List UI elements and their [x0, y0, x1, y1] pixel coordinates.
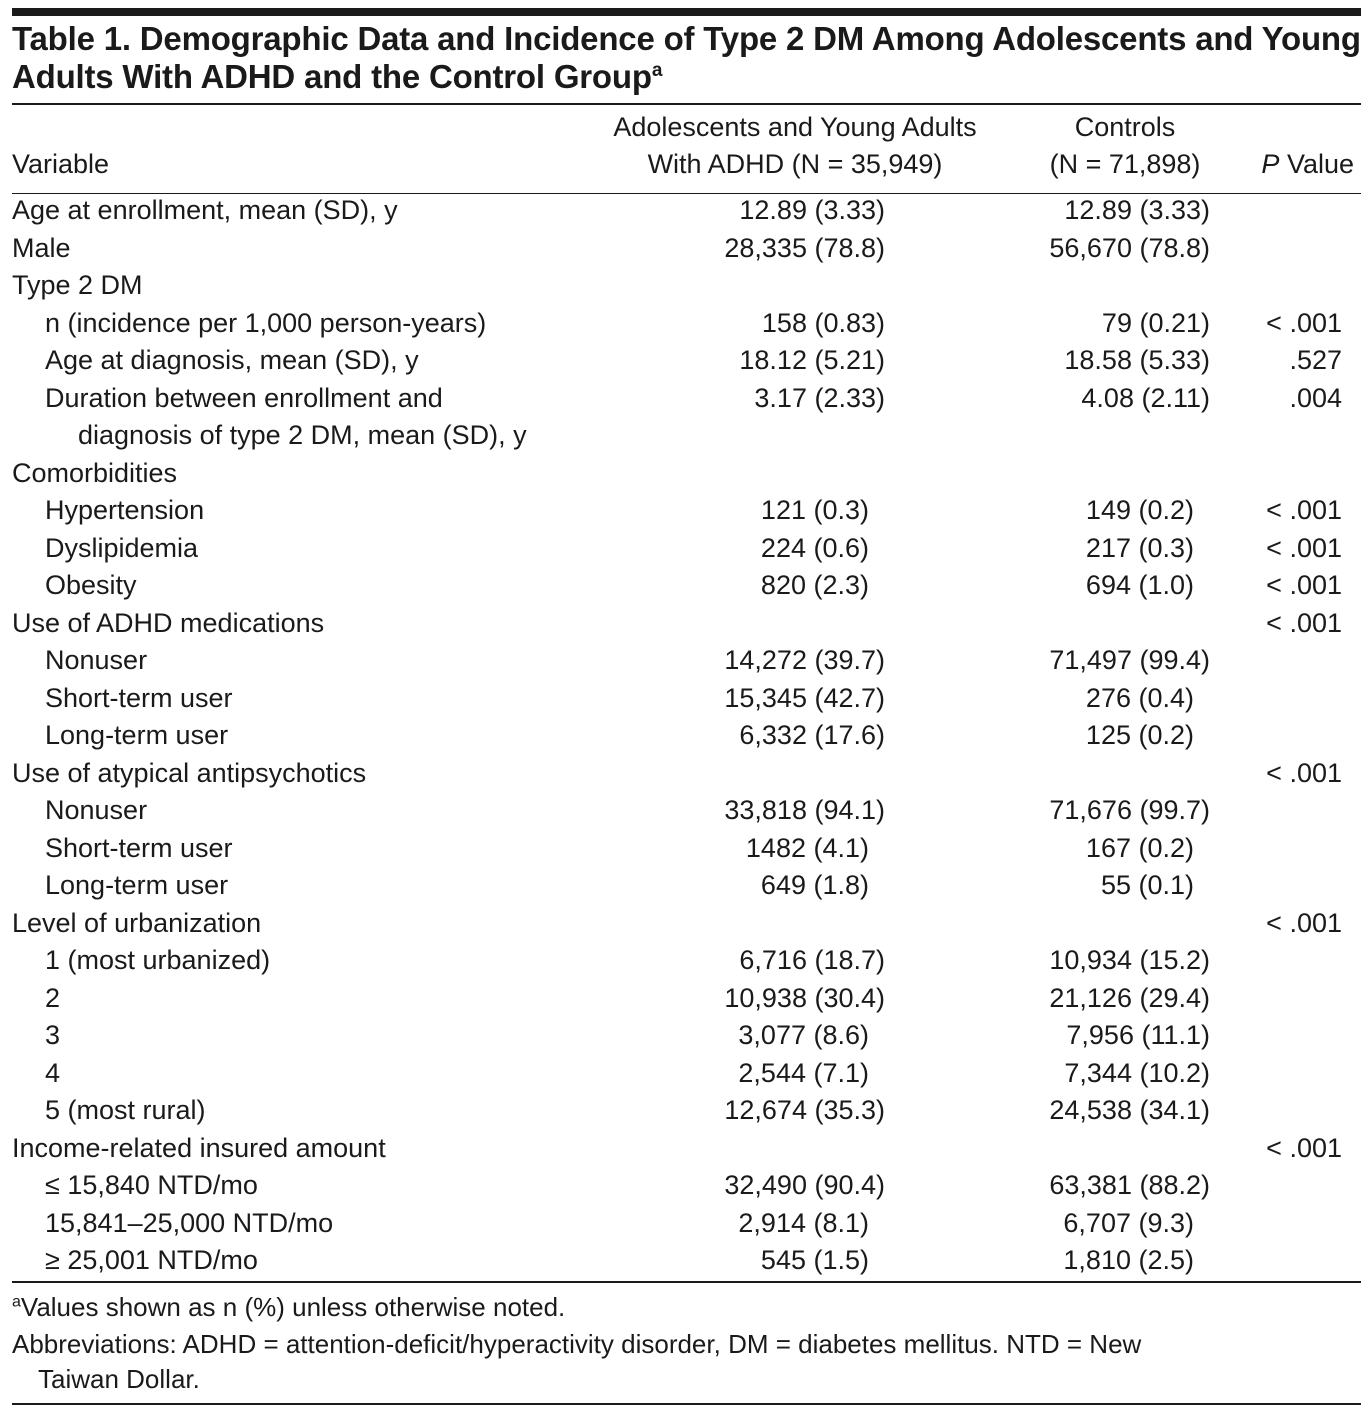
table-row — [12, 942, 1361, 980]
adhd-value: 2,914 (8.1) — [738, 1207, 869, 1238]
adhd-value: 121 (0.3) — [760, 495, 869, 525]
adhd-value: 3,077 (8.6) — [738, 1020, 869, 1050]
controls-value: 217 (0.3) — [1085, 532, 1194, 563]
p-value: < .001 — [1266, 1132, 1342, 1163]
footnote-a-mark: a — [12, 1293, 21, 1311]
section-label: Income-related insured amount — [12, 1132, 386, 1163]
controls-value: 55 (0.1) — [1100, 870, 1194, 900]
table-title-text: Table 1. Demographic Data and Incidence of Type 2 DM Among Adolescents and Young Adults With ADHD and the Control Group — [12, 20, 1361, 95]
controls-value: 12.89 (3.33) — [1064, 195, 1210, 225]
table-row — [12, 1092, 1361, 1130]
row-label-line2: diagnosis of type 2 DM, mean (SD), y — [78, 420, 527, 450]
adhd-value: 2,544 (7.1) — [738, 1057, 869, 1088]
table-title — [12, 20, 1361, 96]
adhd-value: 6,332 (17.6) — [739, 720, 885, 750]
row-label: Short-term user — [45, 832, 233, 863]
table-row-section — [12, 755, 1361, 793]
adhd-value: 224 (0.6) — [760, 532, 869, 563]
row-label: 2 — [45, 982, 61, 1013]
section-label: Use of atypical antipsychotics — [12, 757, 367, 788]
controls-value: 10,934 (15.2) — [1049, 945, 1210, 975]
row-label: 4 — [45, 1057, 61, 1088]
adhd-value: 28,335 (78.8) — [724, 232, 885, 263]
table-row — [12, 567, 1361, 605]
controls-value: 7,344 (10.2) — [1064, 1057, 1210, 1088]
table-row — [12, 380, 1361, 455]
p-value: < .001 — [1266, 570, 1342, 600]
header-controls — [1030, 109, 1220, 183]
table-row — [12, 1167, 1361, 1205]
footnote-a — [12, 1290, 1352, 1325]
controls-value: 276 (0.4) — [1085, 682, 1194, 713]
row-label: Long-term user — [45, 870, 229, 900]
controls-value: 18.58 (5.33) — [1064, 345, 1210, 375]
table-row — [12, 1205, 1361, 1243]
p-value: < .001 — [1266, 907, 1342, 938]
footnote-a-text: Values shown as n (%) unless otherwise noted. — [20, 1292, 566, 1322]
controls-value: 694 (1.0) — [1085, 570, 1194, 600]
adhd-value: 12.89 (3.33) — [739, 195, 885, 225]
row-label: n (incidence per 1,000 person-years) — [45, 307, 487, 338]
adhd-value: 649 (1.8) — [760, 870, 869, 900]
header-adhd-group — [560, 109, 1030, 183]
adhd-value: 33,818 (94.1) — [724, 795, 885, 825]
table-row — [12, 342, 1361, 380]
adhd-value: 18.12 (5.21) — [739, 345, 885, 375]
row-label: Short-term user — [45, 682, 233, 713]
footer-bottom-rule — [12, 1403, 1361, 1405]
adhd-value: 1482 (4.1) — [745, 832, 869, 863]
controls-value: 1,810 (2.5) — [1063, 1245, 1194, 1275]
top-rule — [12, 8, 1361, 16]
table-row — [12, 792, 1361, 830]
row-label-line1: Duration between enrollment and — [45, 382, 443, 413]
table-row — [12, 980, 1361, 1018]
controls-value: 63,381 (88.2) — [1049, 1170, 1210, 1200]
table-row — [12, 492, 1361, 530]
p-value: .004 — [1289, 382, 1342, 413]
section-label: Type 2 DM — [12, 270, 143, 300]
abbreviations-line1: Abbreviations: ADHD = attention-deficit/hyperactivity disorder, DM = diabetes mellitus. NTD = New — [12, 1329, 1142, 1359]
controls-value: 4.08 (2.11) — [1081, 382, 1210, 413]
row-label: Nonuser — [45, 795, 148, 825]
table-row — [12, 642, 1361, 680]
controls-value: 79 (0.21) — [1101, 307, 1210, 338]
adhd-value: 12,674 (35.3) — [724, 1095, 885, 1125]
controls-value: 24,538 (34.1) — [1049, 1095, 1210, 1125]
adhd-value: 158 (0.83) — [761, 307, 885, 338]
controls-value: 71,497 (99.4) — [1049, 645, 1210, 675]
p-value: < .001 — [1266, 757, 1342, 788]
header-adhd-line2: With ADHD (N = 35,949) — [647, 149, 943, 179]
adhd-value: 32,490 (90.4) — [724, 1170, 885, 1200]
header-controls-line1: Controls — [1074, 112, 1176, 142]
table-row — [12, 830, 1361, 868]
header-p-value — [1261, 146, 1354, 183]
abbreviations-line2: Taiwan Dollar. — [38, 1364, 200, 1394]
table-row-section — [12, 905, 1361, 943]
row-label: Age at diagnosis, mean (SD), y — [45, 345, 419, 375]
table-row — [12, 717, 1361, 755]
row-label: Nonuser — [45, 645, 148, 675]
header-variable: Variable — [12, 149, 110, 179]
p-value: < .001 — [1266, 607, 1342, 638]
table-row — [12, 192, 1361, 230]
controls-value: 56,670 (78.8) — [1049, 232, 1210, 263]
header-p-rest: Value — [1279, 149, 1354, 179]
controls-value: 125 (0.2) — [1085, 720, 1194, 750]
table-row-section — [12, 455, 1361, 493]
p-value: .527 — [1289, 345, 1342, 375]
table-bottom-rule — [12, 1281, 1361, 1283]
row-label: Hypertension — [45, 495, 205, 525]
adhd-value: 3.17 (2.33) — [754, 382, 885, 413]
controls-value: 7,956 (11.1) — [1066, 1020, 1210, 1050]
row-label: Male — [12, 232, 71, 263]
controls-value: 6,707 (9.3) — [1063, 1207, 1194, 1238]
row-label: Dyslipidemia — [45, 532, 199, 563]
table-row-section — [12, 605, 1361, 643]
p-value: < .001 — [1266, 495, 1342, 525]
row-label: 3 — [45, 1020, 61, 1050]
row-label: Long-term user — [45, 720, 229, 750]
controls-value: 71,676 (99.7) — [1049, 795, 1210, 825]
table-row-section — [12, 267, 1361, 305]
table-row — [12, 1055, 1361, 1093]
row-label: 1 (most urbanized) — [45, 945, 271, 975]
table-row — [12, 1017, 1361, 1055]
table-body — [12, 192, 1361, 1280]
p-value: < .001 — [1266, 532, 1342, 563]
table-row — [12, 230, 1361, 268]
header-p-italic: P — [1261, 149, 1280, 179]
footnote-abbreviations — [12, 1327, 1352, 1397]
adhd-value: 14,272 (39.7) — [724, 645, 885, 675]
table-row-section — [12, 1130, 1361, 1168]
controls-value: 167 (0.2) — [1085, 832, 1194, 863]
row-label: 15,841–25,000 NTD/mo — [45, 1207, 334, 1238]
table-row — [12, 867, 1361, 905]
adhd-value: 6,716 (18.7) — [739, 945, 885, 975]
p-value: < .001 — [1266, 307, 1342, 338]
adhd-value: 545 (1.5) — [760, 1245, 869, 1275]
header-controls-line2: (N = 71,898) — [1049, 149, 1201, 179]
section-label: Level of urbanization — [12, 907, 262, 938]
adhd-value: 15,345 (42.7) — [724, 682, 885, 713]
table-row — [12, 680, 1361, 718]
table-row — [12, 305, 1361, 343]
row-label: ≥ 25,001 NTD/mo — [45, 1245, 258, 1275]
title-footnote-mark: a — [651, 60, 663, 81]
header-top-rule — [12, 103, 1361, 105]
row-label — [45, 380, 527, 455]
row-label: ≤ 15,840 NTD/mo — [45, 1170, 258, 1200]
adhd-value: 10,938 (30.4) — [724, 982, 885, 1013]
section-label: Use of ADHD medications — [12, 607, 325, 638]
table-row — [12, 530, 1361, 568]
row-label: Age at enrollment, mean (SD), y — [12, 195, 398, 225]
adhd-value: 820 (2.3) — [760, 570, 869, 600]
row-label: 5 (most rural) — [45, 1095, 206, 1125]
section-label: Comorbidities — [12, 457, 178, 488]
controls-value: 21,126 (29.4) — [1049, 982, 1210, 1013]
controls-value: 149 (0.2) — [1085, 495, 1194, 525]
header-adhd-line1: Adolescents and Young Adults — [613, 112, 977, 142]
table-row — [12, 1242, 1361, 1280]
row-label: Obesity — [45, 570, 137, 600]
